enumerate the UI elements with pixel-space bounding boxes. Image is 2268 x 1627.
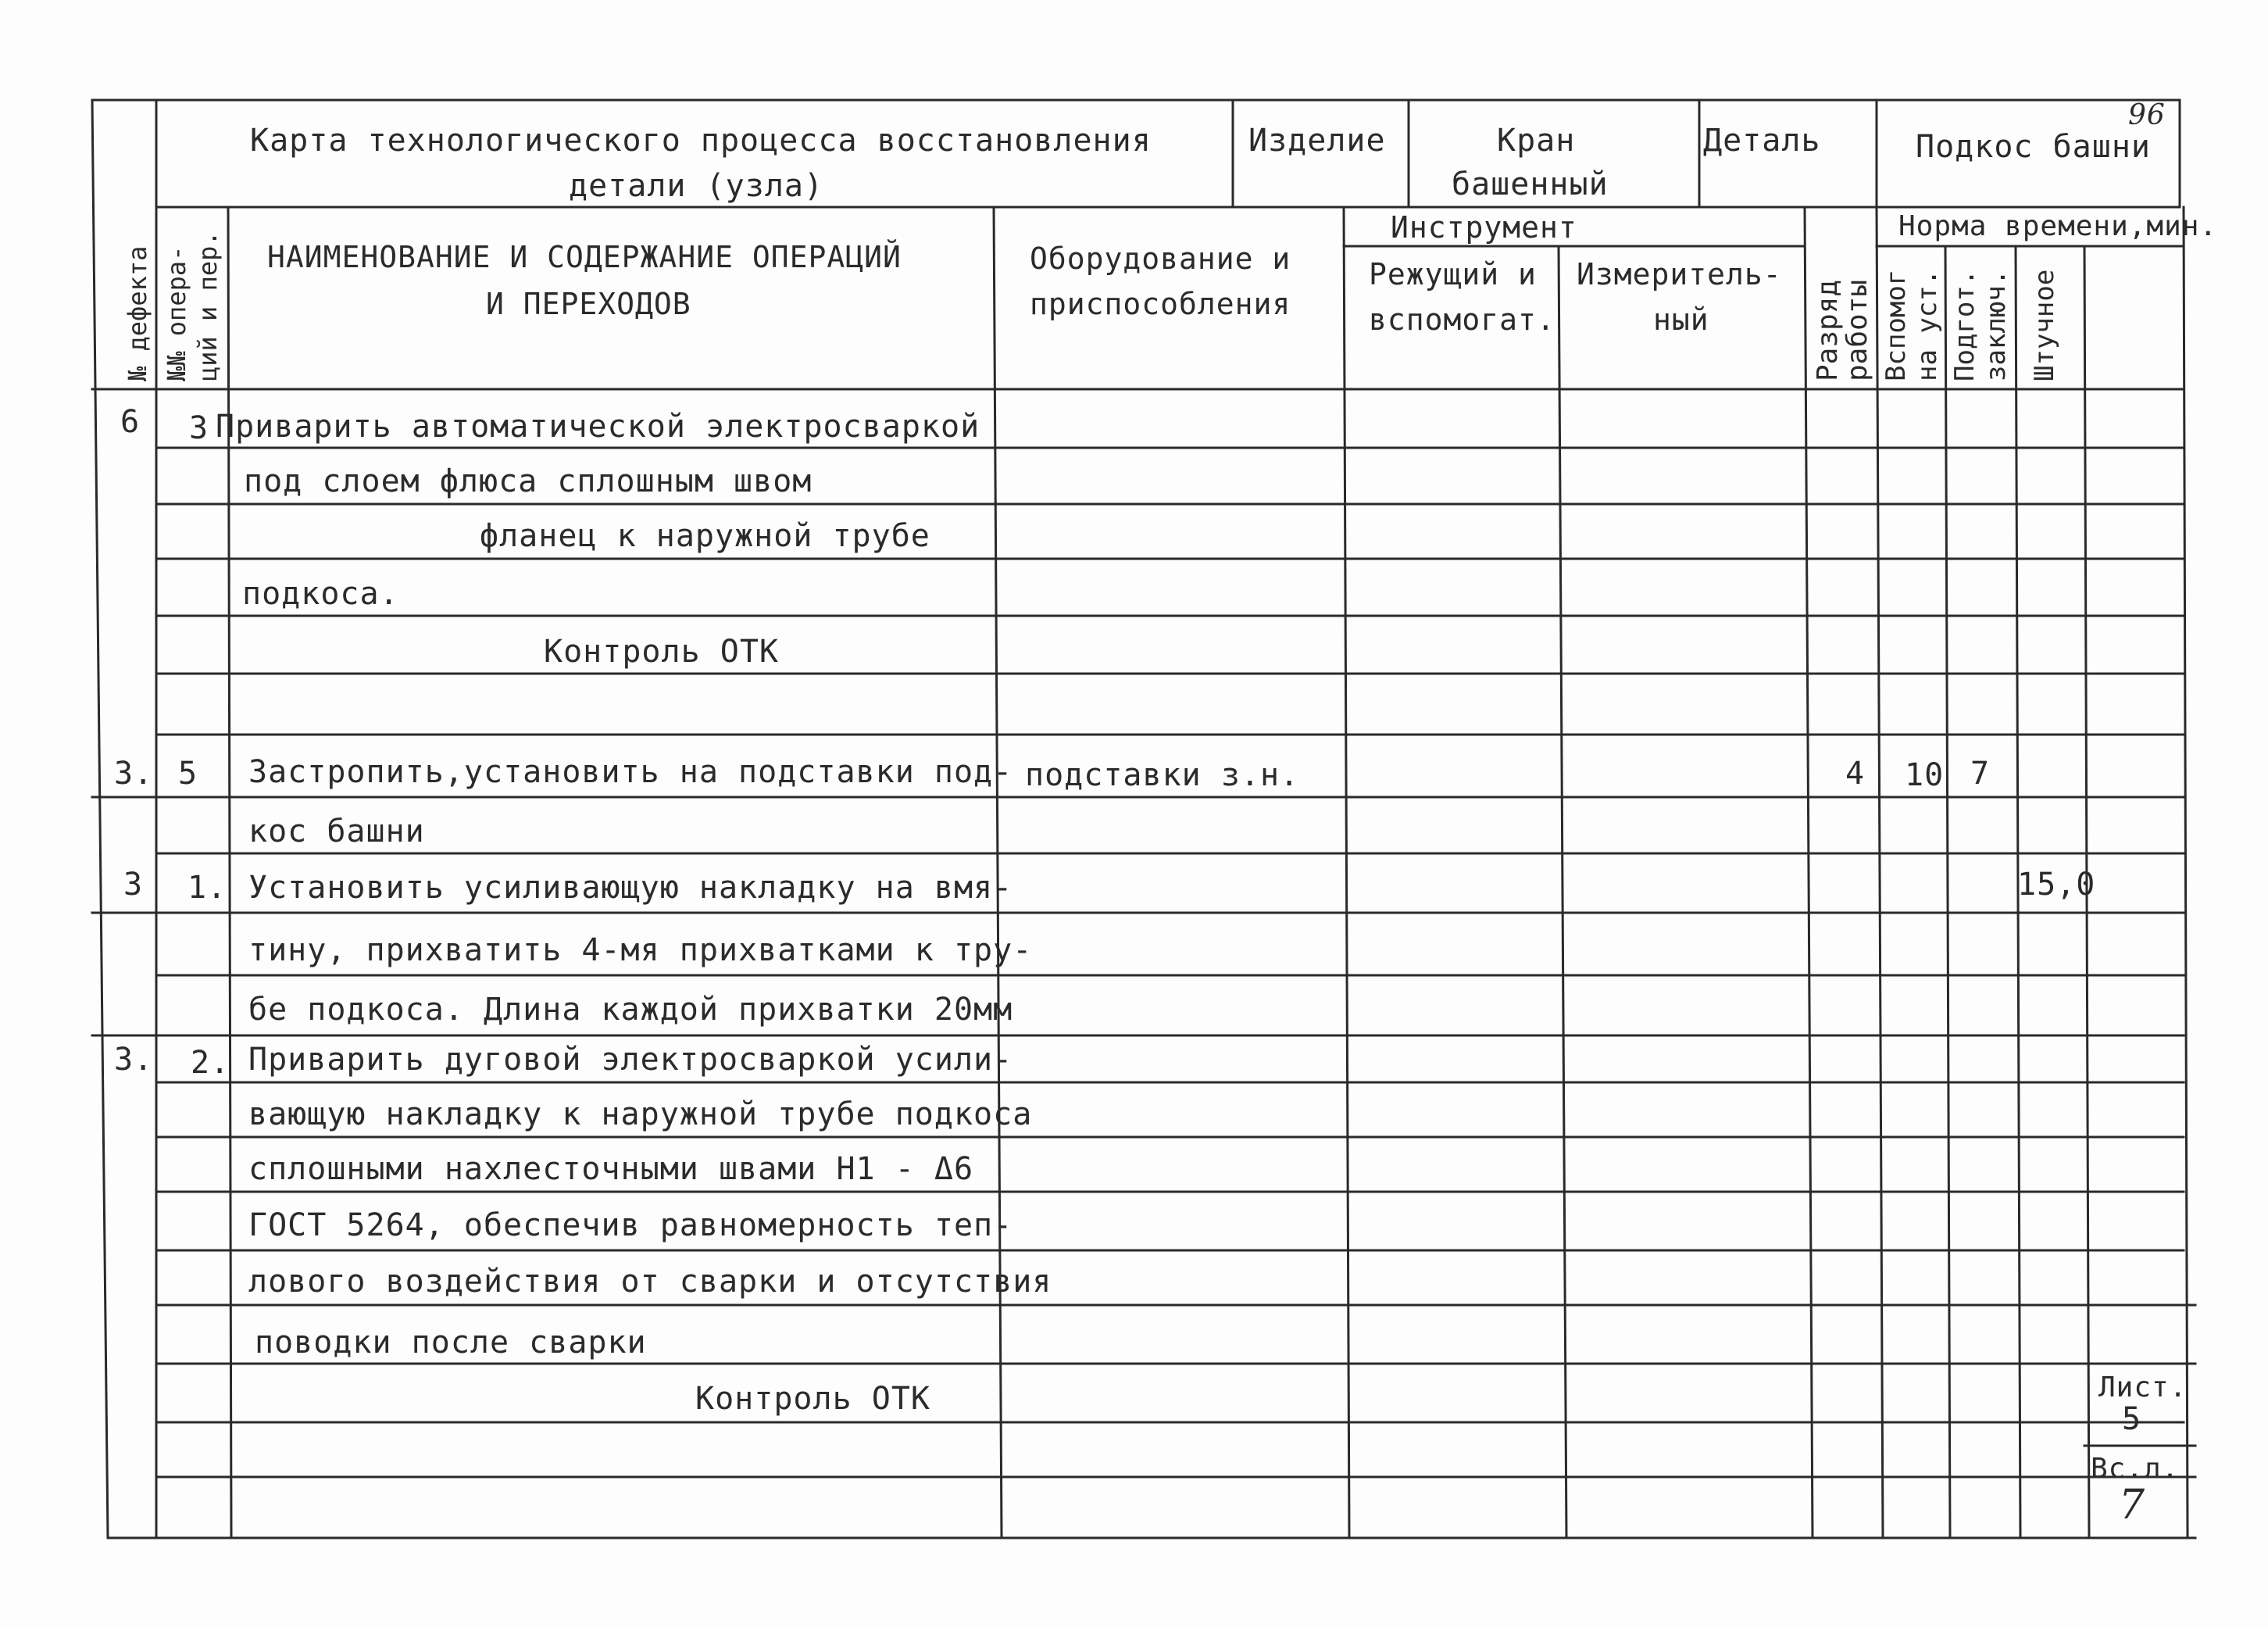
row-text: лового воздействия от сварки и отсутствия xyxy=(248,1264,1052,1300)
row-text: Застропить,установить на подставки под- xyxy=(248,754,1013,790)
row-text: бе подкоса. Длина каждой прихватки 20мм xyxy=(248,992,1013,1028)
col-measuring-line1: Измеритель- xyxy=(1577,257,1782,291)
row-piece: 15,0 xyxy=(2017,867,2096,903)
sheet-value: 5 xyxy=(2122,1401,2142,1437)
col-op-no-line1: №№ опера- xyxy=(162,245,191,381)
col-cutting-line1: Режущий и xyxy=(1369,257,1537,291)
product-value-line1: Кран xyxy=(1497,123,1576,159)
row-text: подкоса. xyxy=(242,576,399,612)
row-defect: 3. xyxy=(114,1042,154,1078)
row-text: Контроль ОТК xyxy=(544,634,779,670)
col-time-group: Норма времени,мин. xyxy=(1898,210,2218,242)
col-prep-line1: Подгот. xyxy=(1949,269,1980,381)
row-grade: 4 xyxy=(1845,756,1866,792)
row-op: 2. xyxy=(191,1045,230,1081)
product-label: Изделие xyxy=(1248,123,1386,159)
row-text: под слоем флюса сплошным швом xyxy=(244,463,813,499)
total-sheets-value: 7 xyxy=(2119,1482,2146,1529)
col-equipment-line1: Оборудование и xyxy=(1030,241,1291,276)
page-number: 96 xyxy=(2128,99,2166,131)
row-text: Приварить автоматической электросваркой xyxy=(216,409,980,445)
row-text: вающую накладку к наружной трубе подкоса xyxy=(248,1096,1033,1132)
col-name-line2: И ПЕРЕХОДОВ xyxy=(486,287,691,321)
row-text: Приварить дуговой электросваркой усили- xyxy=(248,1042,1013,1078)
row-text: Контроль ОТК xyxy=(695,1381,930,1417)
col-cutting-line2: вспомогат. xyxy=(1369,302,1555,337)
sheet-label: Лист. xyxy=(2098,1371,2188,1404)
row-aux: 10 xyxy=(1905,757,1945,793)
part-label: Деталь xyxy=(1703,123,1821,159)
row-defect: 3 xyxy=(123,867,144,903)
col-prep-line2: заключ. xyxy=(1980,269,2012,381)
row-op: 1. xyxy=(188,870,227,906)
row-equipment: подставки з.н. xyxy=(1025,757,1300,793)
row-text: поводки после сварки xyxy=(255,1325,647,1361)
col-grade-line1: Разряд xyxy=(1812,279,1844,381)
col-equipment-line2: приспособления xyxy=(1030,287,1291,321)
row-text: фланец к наружной трубе xyxy=(480,518,930,554)
total-sheets-label: Вс.л. xyxy=(2091,1453,2180,1485)
row-op: 5 xyxy=(178,756,198,792)
row-text: сплошными нахлесточными швами Н1 - Δ6 xyxy=(248,1151,974,1187)
row-defect: 6 xyxy=(120,404,141,440)
col-op-no-line2: ций и пер. xyxy=(193,231,223,381)
row-text: кос башни xyxy=(248,814,425,849)
col-name-line1: НАИМЕНОВАНИЕ И СОДЕРЖАНИЕ ОПЕРАЦИЙ xyxy=(267,240,902,274)
col-piece: Штучное xyxy=(2029,269,2060,381)
row-defect: 3. xyxy=(114,756,154,792)
card-title-line2: детали (узла) xyxy=(569,168,824,204)
col-measuring-line2: ный xyxy=(1653,302,1709,337)
row-text: Установить усиливающую накладку на вмя- xyxy=(248,870,1013,906)
col-aux-line1: Вспомог xyxy=(1880,269,1912,381)
row-prep: 7 xyxy=(1970,756,1991,792)
col-aux-line2: на уст. xyxy=(1912,269,1943,381)
row-text: ГОСТ 5264, обеспечив равномерность теп- xyxy=(248,1207,1013,1243)
row-text: тину, прихватить 4-мя прихватками к тру- xyxy=(248,932,1033,968)
col-tool-group: Инструмент xyxy=(1391,210,1577,245)
part-value: Подкос башни xyxy=(1916,129,2151,165)
product-value-line2: башенный xyxy=(1452,166,1609,202)
row-op: 3 xyxy=(189,410,209,446)
col-grade-line2: работы xyxy=(1841,279,1873,381)
card-title-line1: Карта технологического процесса восстановления xyxy=(250,123,1152,159)
col-defect-no: № дефекта xyxy=(123,245,152,381)
